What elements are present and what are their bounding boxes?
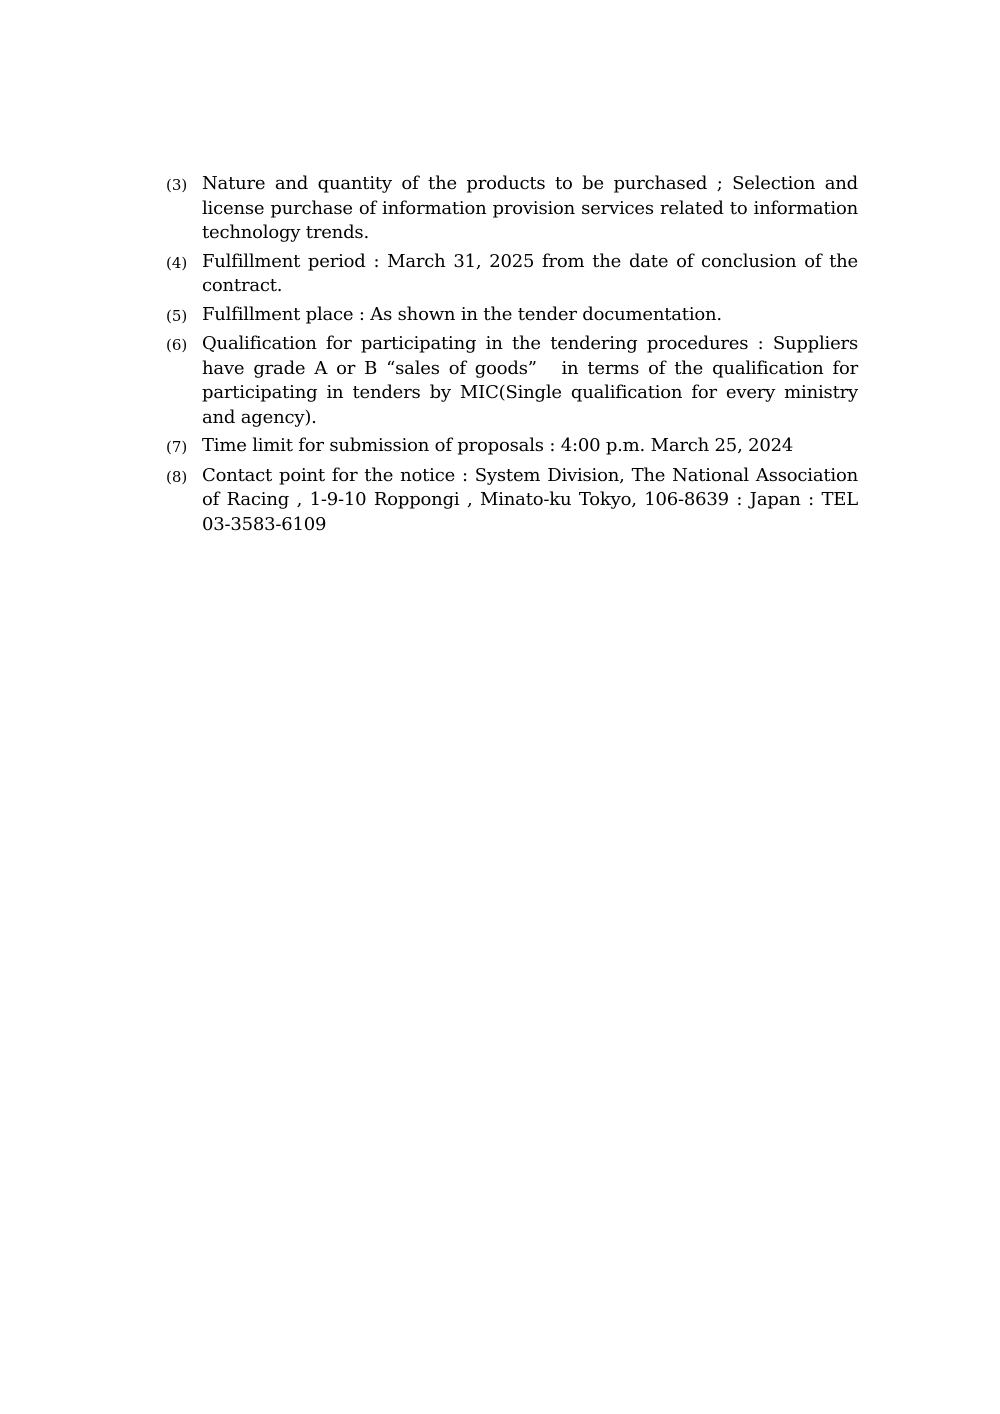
list-item [166,332,858,430]
item-text: Time limit for submission of proposals : 4:00 p.m. March 25, 2024 [202,435,794,456]
numbered-list [166,172,858,541]
item-text: Fulfillment period : March 31, 2025 from the date of conclusion of the contract. [202,250,858,296]
item-number: (6) [166,336,188,354]
item-text: Nature and quantity of the products to be purchased ; Selection and license purchase of information provision services related to information technology trends. [202,173,858,243]
list-item [166,434,858,460]
item-number: (7) [166,438,188,456]
list-item [166,172,858,246]
item-number: (3) [166,176,188,194]
item-text: Qualification for participating in the tendering procedures : Suppliers have grade A or B “sales of goods” in terms of the qualification for participating in tenders by MIC(Single qualification for every ministry and agency). [202,333,858,428]
item-number: (8) [166,467,188,486]
list-item [166,250,858,299]
item-number: (4) [166,253,188,272]
item-number: (5) [166,306,188,325]
list-item [166,303,858,329]
item-text: Contact point for the notice : System Division, The National Association of Racing , 1-9-10 Roppongi , Minato-ku Tokyo, 106-8639 : Japan : TEL 03-3583-6109 [202,464,858,535]
item-text: Fulfillment place : As shown in the tender documentation. [202,303,722,325]
list-item [166,464,858,538]
